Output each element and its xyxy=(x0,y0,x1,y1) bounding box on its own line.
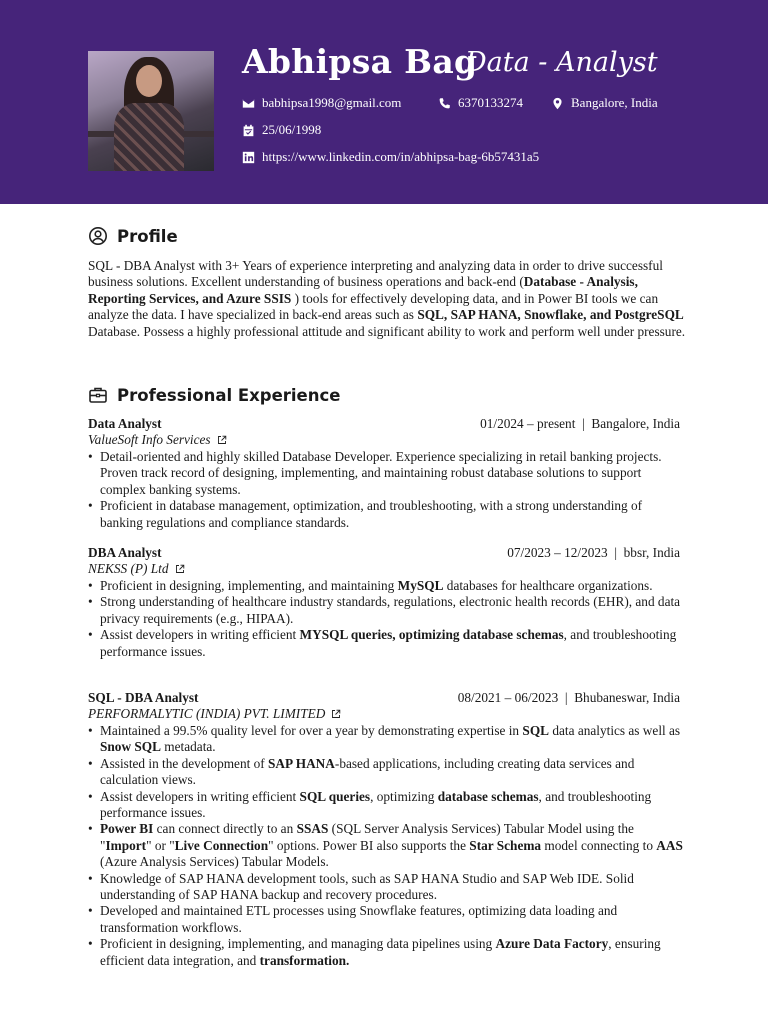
list-item: • Assist developers in writing efficient MYSQL queries, optimizing database schemas, and troubleshooting performance issues. xyxy=(88,627,688,660)
dob-text: 25/06/1998 xyxy=(262,122,322,137)
job-meta: 07/2023 – 12/2023 | bbsr, India xyxy=(507,545,680,560)
resume-header xyxy=(0,0,768,204)
email-contact[interactable] xyxy=(242,95,401,111)
company-link[interactable]: ValueSoft Info Services xyxy=(88,432,227,448)
list-item: • Maintained a 99.5% quality level for over a year by demonstrating expertise in SQL data analytics as well as Snow SQL metadata. xyxy=(88,723,688,756)
linkedin-link[interactable]: https://www.linkedin.com/in/abhipsa-bag-6b57431a5 xyxy=(262,149,540,164)
mail-icon xyxy=(242,97,255,110)
linkedin-contact[interactable] xyxy=(242,149,539,165)
list-item: • Knowledge of SAP HANA development tools, such as SAP HANA Studio and SAP Web IDE. Solid understanding of SAP HANA backup and recovery procedures. xyxy=(88,871,688,904)
profile-heading-text: Profile xyxy=(117,226,178,246)
user-circle-icon xyxy=(88,226,108,246)
location-text: Bangalore, India xyxy=(571,95,658,110)
list-item: • Developed and maintained ETL processes using Snowflake features, optimizing data loading and transformation workflows. xyxy=(88,903,688,936)
job-bullets xyxy=(88,578,688,660)
list-item: • Detail-oriented and highly skilled Database Developer. Experience specializing in retail banking projects. Proven track record of designing, implementing, and maintaining robust database solutions to support complex banking systems. xyxy=(88,449,688,498)
email-text[interactable]: babhipsa1998@gmail.com xyxy=(262,95,402,110)
job-bullets xyxy=(88,723,688,969)
candidate-name: Abhipsa Bag xyxy=(242,42,478,81)
list-item: • Assist developers in writing efficient SQL queries, optimizing database schemas, and troubleshooting performance issues. xyxy=(88,789,688,822)
candidate-title: Data - Analyst xyxy=(465,47,658,78)
profile-heading xyxy=(88,226,178,246)
list-item: • Power BI can connect directly to an SSAS (SQL Server Analysis Services) Tabular Model using the "Import" or "Live Connection" options. Power BI also supports the Star Schema model connecting to AAS (Azure Analysis Services) Tabular Models. xyxy=(88,821,688,870)
job-meta: 01/2024 – present | Bangalore, India xyxy=(480,416,680,431)
experience-heading-text: Professional Experience xyxy=(117,385,341,405)
phone-text[interactable]: 6370133274 xyxy=(458,95,523,110)
job-meta: 08/2021 – 06/2023 | Bhubaneswar, India xyxy=(457,690,680,705)
dob-contact xyxy=(242,122,321,138)
list-item: • Proficient in designing, implementing, and managing data pipelines using Azure Data Factory, ensuring efficient data integration, and transformation. xyxy=(88,936,688,969)
linkedin-icon xyxy=(242,151,255,164)
company-link[interactable]: PERFORMALYTIC (INDIA) PVT. LIMITED xyxy=(88,706,341,722)
list-item: • Proficient in database management, optimization, and troubleshooting, with a strong understanding of banking regulations and compliance standards. xyxy=(88,498,688,531)
list-item: • Strong understanding of healthcare industry standards, regulations, electronic health records (EHR), and data privacy requirements (e.g., HIPAA). xyxy=(88,594,688,627)
list-item: • Proficient in designing, implementing, and maintaining MySQL databases for healthcare organizations. xyxy=(88,578,688,594)
phone-contact[interactable] xyxy=(438,95,523,111)
job-bullets xyxy=(88,449,688,531)
external-link-icon xyxy=(331,709,341,719)
profile-summary: SQL - DBA Analyst with 3+ Years of experience interpreting and analyzing data in order to drive successful business solutions. Excellent understanding of business operations and back-end (Database - Analysis, Reporting Services, and Azure SSIS ) tools for effectively developing data, and in Power BI tools we can analyze the data. I have specialized in back-end areas such as SQL, SAP HANA, Snowflake, and PostgreSQL Database. Possess a highly professional attitude and significant ability to work and perform well under pressure. xyxy=(88,258,686,339)
company-link[interactable]: NEKSS (P) Ltd xyxy=(88,561,185,577)
job-title: Data Analyst xyxy=(88,416,162,431)
external-link-icon xyxy=(217,435,227,445)
job-title: DBA Analyst xyxy=(88,545,162,560)
profile-photo xyxy=(88,51,214,171)
location-contact xyxy=(551,95,658,111)
calendar-icon xyxy=(242,124,255,137)
briefcase-icon xyxy=(88,385,108,405)
map-pin-icon xyxy=(551,97,564,110)
phone-icon xyxy=(438,97,451,110)
external-link-icon xyxy=(175,564,185,574)
experience-heading xyxy=(88,385,340,405)
list-item: • Assisted in the development of SAP HANA-based applications, including creating data services and calculation views. xyxy=(88,756,688,789)
job-title: SQL - DBA Analyst xyxy=(88,690,199,705)
